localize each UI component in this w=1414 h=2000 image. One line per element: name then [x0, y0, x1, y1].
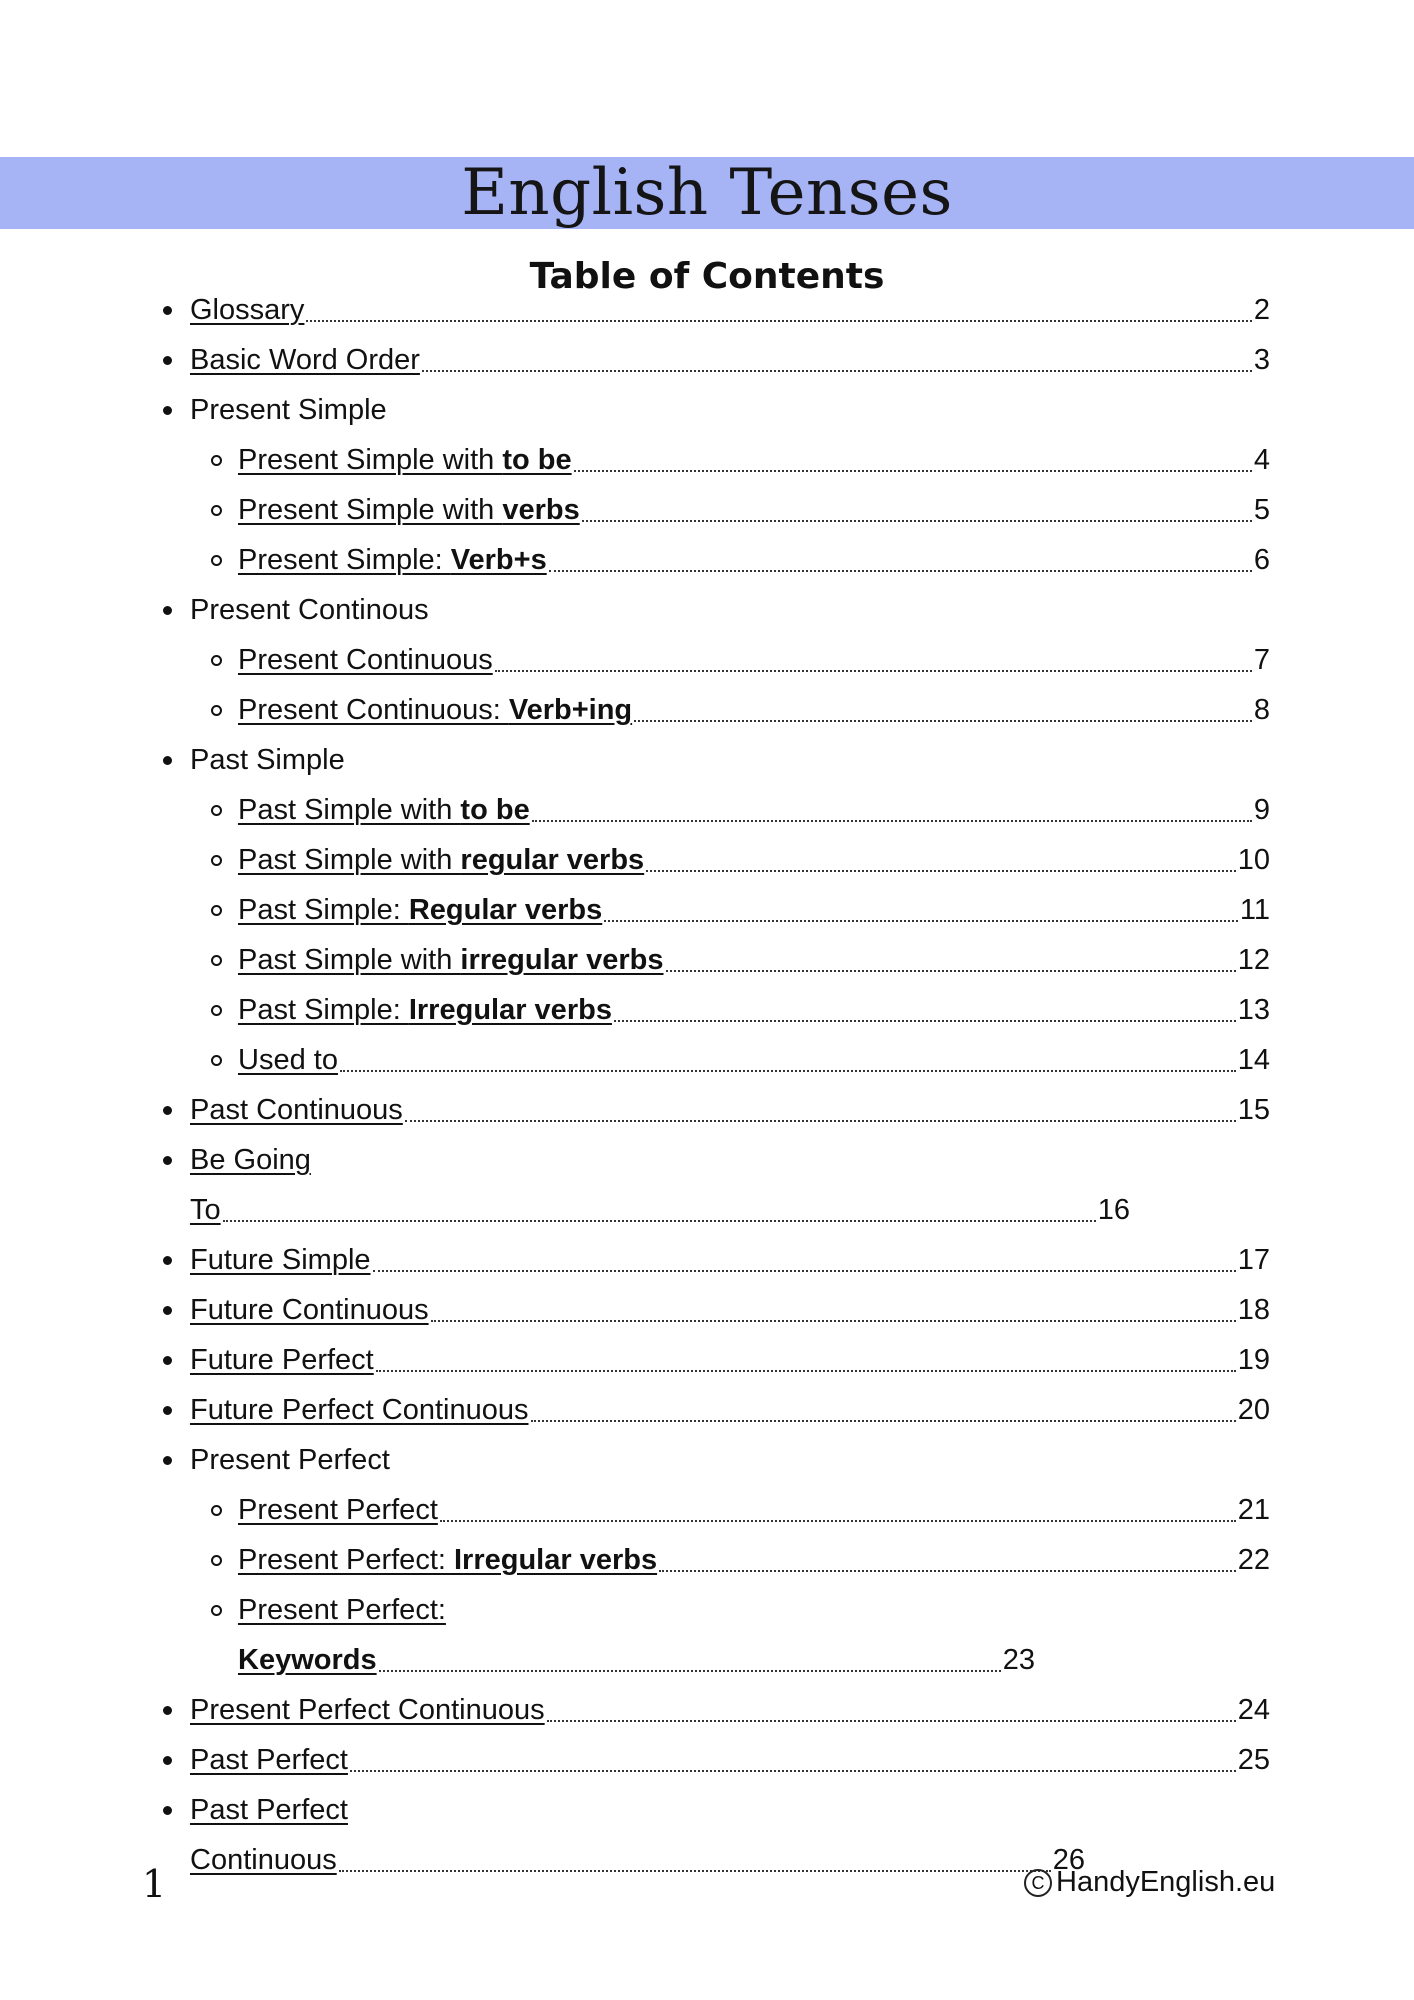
toc-page-number: 17 — [1237, 1243, 1270, 1276]
toc-label-text: Present Simple with — [238, 493, 503, 526]
copyright-text: HandyEnglish.eu — [1056, 1866, 1276, 1898]
copyright-notice — [1024, 1866, 1275, 1899]
dot-leader — [306, 320, 1251, 322]
dot-leader — [350, 1770, 1236, 1772]
toc-subitem[interactable] — [238, 685, 1270, 735]
hollow-bullet-icon — [211, 955, 222, 966]
toc-label-text: Present Continuous: — [238, 693, 509, 726]
dot-leader — [422, 370, 1252, 372]
toc-entry-label[interactable] — [238, 894, 602, 927]
hollow-bullet-icon — [211, 905, 222, 916]
bullet-icon — [163, 1156, 172, 1165]
dot-leader — [223, 1220, 1096, 1222]
bullet-icon — [163, 306, 172, 315]
toc-subitem[interactable] — [238, 835, 1270, 885]
dot-leader — [646, 870, 1236, 872]
copyright-icon: C — [1024, 1869, 1052, 1897]
toc-page-number: 24 — [1237, 1693, 1270, 1726]
toc-entry-label[interactable] — [190, 1344, 374, 1377]
toc-item[interactable] — [190, 1235, 1270, 1285]
toc-item[interactable] — [190, 1685, 1270, 1735]
hollow-bullet-icon — [211, 505, 222, 516]
toc-label-text: Present Perfect — [190, 1443, 390, 1476]
toc-page-number: 2 — [1253, 293, 1270, 326]
toc-item[interactable] — [190, 1335, 1270, 1385]
toc-item[interactable] — [190, 1735, 1270, 1785]
toc-item[interactable] — [190, 335, 1270, 385]
toc-label-text: Future Perfect — [190, 1343, 374, 1376]
toc-label-text: Present Perfect — [238, 1493, 438, 1526]
dot-leader — [531, 1420, 1236, 1422]
toc-label-text: Continuous — [190, 1843, 337, 1876]
toc-entry-label[interactable] — [190, 1794, 348, 1827]
toc-label-text: Present Simple — [190, 393, 387, 426]
toc-item[interactable] — [190, 1835, 1085, 1885]
toc-entry-label — [190, 1444, 390, 1477]
toc-subitem[interactable] — [238, 1635, 1035, 1685]
toc-label-text: Past Simple with — [238, 793, 461, 826]
toc-label-text: Be Going — [190, 1143, 311, 1176]
toc-subitem[interactable] — [238, 935, 1270, 985]
bullet-icon — [163, 1356, 172, 1365]
toc-item[interactable] — [190, 1185, 1130, 1235]
toc-entry-label[interactable] — [238, 1494, 438, 1527]
toc-label-text: Past Simple: — [238, 993, 409, 1026]
toc-page-number: 21 — [1237, 1493, 1270, 1526]
toc-subitem[interactable] — [238, 1585, 1270, 1635]
toc-label-text: Past Simple — [190, 743, 345, 776]
bullet-icon — [163, 1806, 172, 1815]
toc-page-number: 5 — [1253, 493, 1270, 526]
dot-leader — [574, 470, 1252, 472]
toc-entry-label[interactable] — [238, 544, 547, 577]
toc-label-text: Past Simple with — [238, 943, 461, 976]
dot-leader — [614, 1020, 1236, 1022]
hollow-bullet-icon — [211, 1005, 222, 1016]
toc-label-emphasis: Irregular verbs — [454, 1543, 658, 1576]
toc-page-number: 15 — [1237, 1093, 1270, 1126]
toc-label-text: Basic Word Order — [190, 343, 420, 376]
toc-page-number: 16 — [1097, 1193, 1130, 1226]
toc-label-text: Present Perfect: — [238, 1543, 454, 1576]
toc-item — [190, 1435, 1270, 1485]
bullet-icon — [163, 606, 172, 615]
toc-label-text: Present Continuous — [238, 643, 493, 676]
toc-label-text: Present Perfect Continuous — [190, 1693, 545, 1726]
bullet-icon — [163, 406, 172, 415]
toc-label-text: Present Perfect: — [238, 1593, 446, 1626]
hollow-bullet-icon — [211, 855, 222, 866]
toc-entry-label[interactable] — [190, 1694, 545, 1727]
toc-subitem[interactable] — [238, 985, 1270, 1035]
bullet-icon — [163, 1706, 172, 1715]
hollow-bullet-icon — [211, 1555, 222, 1566]
toc-page-number: 19 — [1237, 1343, 1270, 1376]
toc-entry-label[interactable] — [190, 344, 420, 377]
toc-label-text: Past Continuous — [190, 1093, 403, 1126]
toc-subitem[interactable] — [238, 435, 1270, 485]
toc-label-text: Past Perfect — [190, 1793, 348, 1826]
toc-subitem[interactable] — [238, 1035, 1270, 1085]
toc-subitem[interactable] — [238, 885, 1270, 935]
toc-label-text: Present Continous — [190, 593, 429, 626]
toc-item — [190, 585, 1270, 635]
toc-label-emphasis: Verb+ing — [508, 693, 633, 726]
hollow-bullet-icon — [211, 655, 222, 666]
toc-page-number: 9 — [1253, 793, 1270, 826]
hollow-bullet-icon — [211, 555, 222, 566]
toc-entry-label — [190, 594, 429, 627]
toc-label-text: Future Simple — [190, 1243, 371, 1276]
dot-leader — [376, 1370, 1236, 1372]
toc-label-text: Past Simple: — [238, 893, 409, 926]
toc-page-number: 10 — [1237, 843, 1270, 876]
toc-entry-label[interactable] — [190, 294, 304, 327]
toc-page-number: 18 — [1237, 1293, 1270, 1326]
toc-item[interactable] — [190, 285, 1270, 335]
toc-page-number: 26 — [1052, 1843, 1085, 1876]
toc-entry-label[interactable] — [238, 1044, 338, 1077]
toc-item[interactable] — [190, 1785, 1270, 1835]
toc-label-text: Present Simple: — [238, 543, 451, 576]
toc-label-emphasis: irregular verbs — [460, 943, 664, 976]
toc-label-emphasis: Keywords — [238, 1643, 377, 1676]
toc-item — [190, 385, 1270, 435]
bullet-icon — [163, 1106, 172, 1115]
toc-label-text: To — [190, 1193, 221, 1226]
hollow-bullet-icon — [211, 455, 222, 466]
toc-page-number: 20 — [1237, 1393, 1270, 1426]
toc-label-text: Used to — [238, 1043, 338, 1076]
toc-subitem[interactable] — [238, 485, 1270, 535]
toc-item[interactable] — [190, 1385, 1270, 1435]
bullet-icon — [163, 356, 172, 365]
hollow-bullet-icon — [211, 1505, 222, 1516]
toc-subitem[interactable] — [238, 535, 1270, 585]
toc-entry-label[interactable] — [238, 844, 644, 877]
dot-leader — [405, 1120, 1236, 1122]
bullet-icon — [163, 1306, 172, 1315]
toc-entry-label[interactable] — [190, 1244, 371, 1277]
dot-leader — [547, 1720, 1236, 1722]
dot-leader — [666, 970, 1236, 972]
dot-leader — [373, 1270, 1236, 1272]
toc-entry-label[interactable] — [190, 1144, 311, 1177]
dot-leader — [379, 1670, 1001, 1672]
bullet-icon — [163, 1406, 172, 1415]
toc-label-emphasis: Regular verbs — [408, 893, 603, 926]
toc-page-number: 22 — [1237, 1543, 1270, 1576]
document-title: English Tenses — [461, 156, 953, 230]
toc-page-number: 3 — [1253, 343, 1270, 376]
toc-entry-label — [190, 394, 387, 427]
toc-label-text: Future Continuous — [190, 1293, 429, 1326]
bullet-icon — [163, 756, 172, 765]
toc-item — [190, 735, 1270, 785]
toc-page-number: 13 — [1237, 993, 1270, 1026]
toc-label-emphasis: Verb+s — [450, 543, 547, 576]
dot-leader — [634, 720, 1252, 722]
dot-leader — [532, 820, 1252, 822]
toc-page-number: 23 — [1002, 1643, 1035, 1676]
toc-entry-label[interactable] — [238, 944, 664, 977]
toc-label-text: Glossary — [190, 293, 305, 326]
hollow-bullet-icon — [211, 1055, 222, 1066]
toc-entry-label[interactable] — [190, 1294, 429, 1327]
bullet-icon — [163, 1456, 172, 1465]
toc-page-number: 8 — [1253, 693, 1270, 726]
toc-entry-label[interactable] — [238, 644, 493, 677]
toc-page-number: 6 — [1253, 543, 1270, 576]
page-number: 1 — [142, 1862, 167, 1906]
toc-entry-label[interactable] — [238, 1544, 657, 1577]
toc-label-text: Past Simple with — [238, 843, 461, 876]
dot-leader — [340, 1070, 1236, 1072]
toc-page-number: 12 — [1237, 943, 1270, 976]
toc-entry-label[interactable] — [190, 1394, 529, 1427]
toc-item[interactable] — [190, 1135, 1270, 1185]
dot-leader — [431, 1320, 1236, 1322]
hollow-bullet-icon — [211, 705, 222, 716]
toc-label-emphasis: Irregular verbs — [408, 993, 612, 1026]
toc-page-number: 25 — [1237, 1743, 1270, 1776]
toc-entry-label[interactable] — [238, 1644, 377, 1677]
toc-page-number: 14 — [1237, 1043, 1270, 1076]
toc-label-emphasis: to be — [502, 443, 572, 476]
dot-leader — [582, 520, 1252, 522]
toc-label-text: Future Perfect Continuous — [190, 1393, 529, 1426]
toc-heading: Table of Contents — [529, 256, 885, 297]
toc-entry-label[interactable] — [190, 1194, 221, 1227]
toc-label-text: Past Perfect — [190, 1743, 348, 1776]
toc-entry-label[interactable] — [238, 444, 572, 477]
toc-entry-label[interactable] — [238, 1594, 446, 1627]
bullet-icon — [163, 1756, 172, 1765]
toc-entry-label[interactable] — [238, 794, 530, 827]
toc-subitem[interactable] — [238, 1485, 1270, 1535]
toc-entry-label[interactable] — [190, 1844, 337, 1877]
hollow-bullet-icon — [211, 1605, 222, 1616]
toc-entry-label — [190, 744, 345, 777]
dot-leader — [339, 1870, 1051, 1872]
dot-leader — [659, 1570, 1236, 1572]
toc-entry-label[interactable] — [238, 494, 580, 527]
toc-entry-label[interactable] — [238, 694, 632, 727]
toc-subitem[interactable] — [238, 1535, 1270, 1585]
toc-label-text: Present Simple with — [238, 443, 503, 476]
toc-label-emphasis: to be — [460, 793, 530, 826]
toc-label-emphasis: regular verbs — [460, 843, 645, 876]
toc-item[interactable] — [190, 1085, 1270, 1135]
toc-page-number: 11 — [1239, 893, 1270, 926]
toc-item[interactable] — [190, 1285, 1270, 1335]
toc-label-emphasis: verbs — [502, 493, 580, 526]
dot-leader — [549, 570, 1252, 572]
dot-leader — [604, 920, 1238, 922]
toc-entry-label[interactable] — [190, 1094, 403, 1127]
toc-entry-label[interactable] — [190, 1744, 348, 1777]
hollow-bullet-icon — [211, 805, 222, 816]
toc-subitem[interactable] — [238, 785, 1270, 835]
dot-leader — [495, 670, 1252, 672]
toc-entry-label[interactable] — [238, 994, 612, 1027]
bullet-icon — [163, 1256, 172, 1265]
toc-page-number: 4 — [1253, 443, 1270, 476]
toc-page-number: 7 — [1253, 643, 1270, 676]
dot-leader — [440, 1520, 1236, 1522]
toc-subitem[interactable] — [238, 635, 1270, 685]
